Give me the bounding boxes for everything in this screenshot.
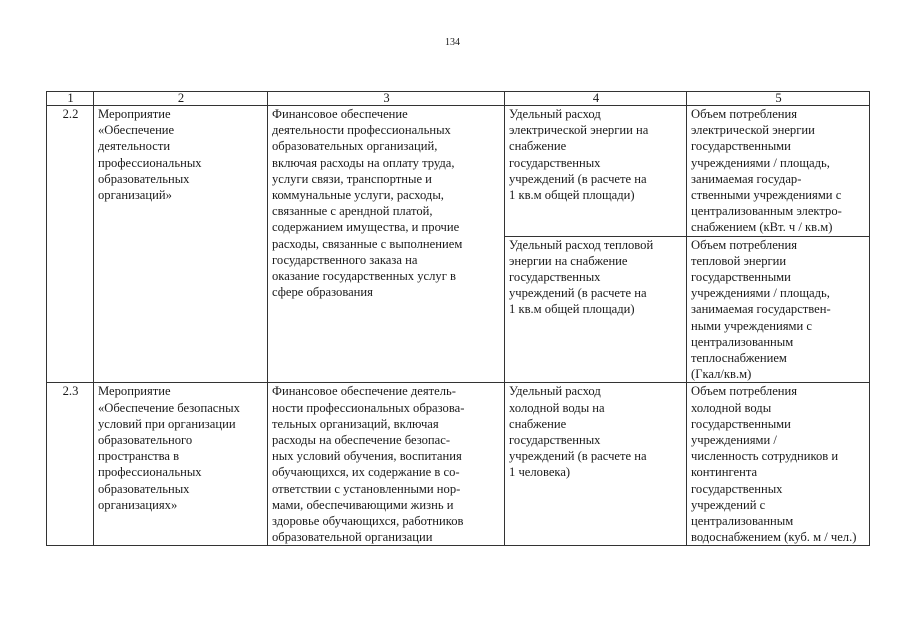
text-line: коммунальные услуги, расходы, <box>272 188 444 203</box>
event-cell <box>94 106 268 383</box>
text-line: содержанием имущества, и прочие <box>272 220 460 235</box>
text-line: образовательного <box>98 433 193 448</box>
text-line: Финансовое обеспечение деятель- <box>272 384 456 399</box>
text-line: «Обеспечение безопасных <box>98 400 240 415</box>
text-line: организациях» <box>98 497 178 512</box>
text-line: 1 кв.м общей площади) <box>509 302 635 317</box>
financing-cell <box>268 383 505 546</box>
text-line: сфере образования <box>272 285 373 300</box>
text-line: занимаемая государствен- <box>691 302 831 317</box>
column-number: 1 <box>47 92 94 106</box>
text-line: ными учреждениями с <box>691 318 812 333</box>
text-line: расходы, связанные с выполнением <box>272 236 463 251</box>
text-line: тельных организаций, включая <box>272 416 439 431</box>
text-line: централизованным <box>691 334 794 349</box>
text-line: пространства в <box>98 449 180 464</box>
text-line: Объем потребления <box>691 237 798 252</box>
column-number: 5 <box>687 92 870 106</box>
text-line: энергии на снабжение <box>509 253 628 268</box>
event-cell <box>94 383 268 546</box>
text-line: Удельный расход <box>509 384 601 399</box>
text-line: обучающихся, их содержание в со- <box>272 465 460 480</box>
text-line: Удельный расход тепловой <box>509 237 654 252</box>
text-line: образовательных <box>98 171 190 186</box>
text-line: ности профессиональных образова- <box>272 400 465 415</box>
text-line: профессиональных <box>98 465 202 480</box>
column-number-row <box>47 92 870 106</box>
text-line: централизованным электро- <box>691 204 842 219</box>
indicator-formula-cell <box>687 106 870 237</box>
text-line: тепловой энергии <box>691 253 787 268</box>
column-number: 3 <box>268 92 505 106</box>
text-line: электрической энергии на <box>509 123 649 138</box>
indicator-formula-cell <box>687 383 870 546</box>
text-line: организаций» <box>98 188 172 203</box>
indicator-name-cell <box>505 106 687 237</box>
text-line: Объем потребления <box>691 107 798 121</box>
text-line: централизованным <box>691 514 794 529</box>
table-row-2-3 <box>47 383 870 546</box>
table-row-2-2-a <box>47 106 870 237</box>
text-line: расходы на обеспечение безопас- <box>272 433 451 448</box>
text-line: учреждениями / площадь, <box>691 286 830 301</box>
text-line: образовательной организации <box>272 530 433 545</box>
text-line: Мероприятие <box>98 107 171 121</box>
indicator-name-cell <box>505 236 687 383</box>
text-line: связанные с арендной платой, <box>272 204 433 219</box>
text-line: учреждений (в расчете на <box>509 286 647 301</box>
indicator-formula-cell <box>687 236 870 383</box>
text-line: государственных <box>509 433 601 448</box>
row-number: 2.2 <box>47 106 94 383</box>
text-line: государственными <box>691 416 791 431</box>
text-line: 1 кв.м общей площади) <box>509 188 635 203</box>
page-number: 134 <box>445 37 460 48</box>
text-line: холодной воды на <box>509 400 605 415</box>
text-line: государственного заказа на <box>272 252 418 267</box>
text-line: электрической энергии <box>691 123 815 138</box>
text-line: теплоснабжением <box>691 351 787 366</box>
measures-table <box>46 91 870 546</box>
text-line: холодной воды <box>691 400 772 415</box>
text-line: государственных <box>691 481 783 496</box>
text-line: государственных <box>509 270 601 285</box>
text-line: снабжение <box>509 416 567 431</box>
text-line: оказание государственных услуг в <box>272 269 456 284</box>
column-number: 2 <box>94 92 268 106</box>
column-number: 4 <box>505 92 687 106</box>
text-line: учреждений (в расчете на <box>509 449 647 464</box>
text-line: условий при организации <box>98 416 236 431</box>
row-number: 2.3 <box>47 383 94 546</box>
text-line: учреждений с <box>691 497 766 512</box>
text-line: здоровье обучающихся, работников <box>272 514 464 529</box>
text-line: снабжением (кВт. ч / кв.м) <box>691 220 833 235</box>
text-line: государственных <box>509 155 601 170</box>
text-line: (Гкал/кв.м) <box>691 367 752 382</box>
text-line: «Обеспечение <box>98 123 175 138</box>
text-line: деятельности профессиональных <box>272 123 451 138</box>
text-line: численность сотрудников и <box>691 449 839 464</box>
text-line: контингента <box>691 465 758 480</box>
text-line: снабжение <box>509 139 567 154</box>
text-line: учреждениями / площадь, <box>691 155 830 170</box>
text-line: услуги связи, транспортные и <box>272 171 432 186</box>
financing-cell <box>268 106 505 383</box>
text-line: учреждений (в расчете на <box>509 171 647 186</box>
text-line: Мероприятие <box>98 384 171 399</box>
text-line: Объем потребления <box>691 384 798 399</box>
text-line: образовательных <box>98 481 190 496</box>
text-line: ственными учреждениями с <box>691 188 842 203</box>
text-line: деятельности <box>98 139 171 154</box>
text-line: учреждениями / <box>691 433 777 448</box>
text-line: водоснабжением (куб. м / чел.) <box>691 530 857 545</box>
text-line: государственными <box>691 270 791 285</box>
text-line: Удельный расход <box>509 107 601 121</box>
text-line: Финансовое обеспечение <box>272 107 408 121</box>
text-line: ных условий обучения, воспитания <box>272 449 462 464</box>
text-line: 1 человека) <box>509 465 571 480</box>
indicator-name-cell <box>505 383 687 546</box>
text-line: занимаемая государ- <box>691 171 802 186</box>
text-line: мами, обеспечивающими жизнь и <box>272 497 454 512</box>
text-line: включая расходы на оплату труда, <box>272 155 455 170</box>
text-line: профессиональных <box>98 155 202 170</box>
text-line: ответствии с установленными нор- <box>272 481 461 496</box>
text-line: образовательных организаций, <box>272 139 438 154</box>
text-line: государственными <box>691 139 791 154</box>
